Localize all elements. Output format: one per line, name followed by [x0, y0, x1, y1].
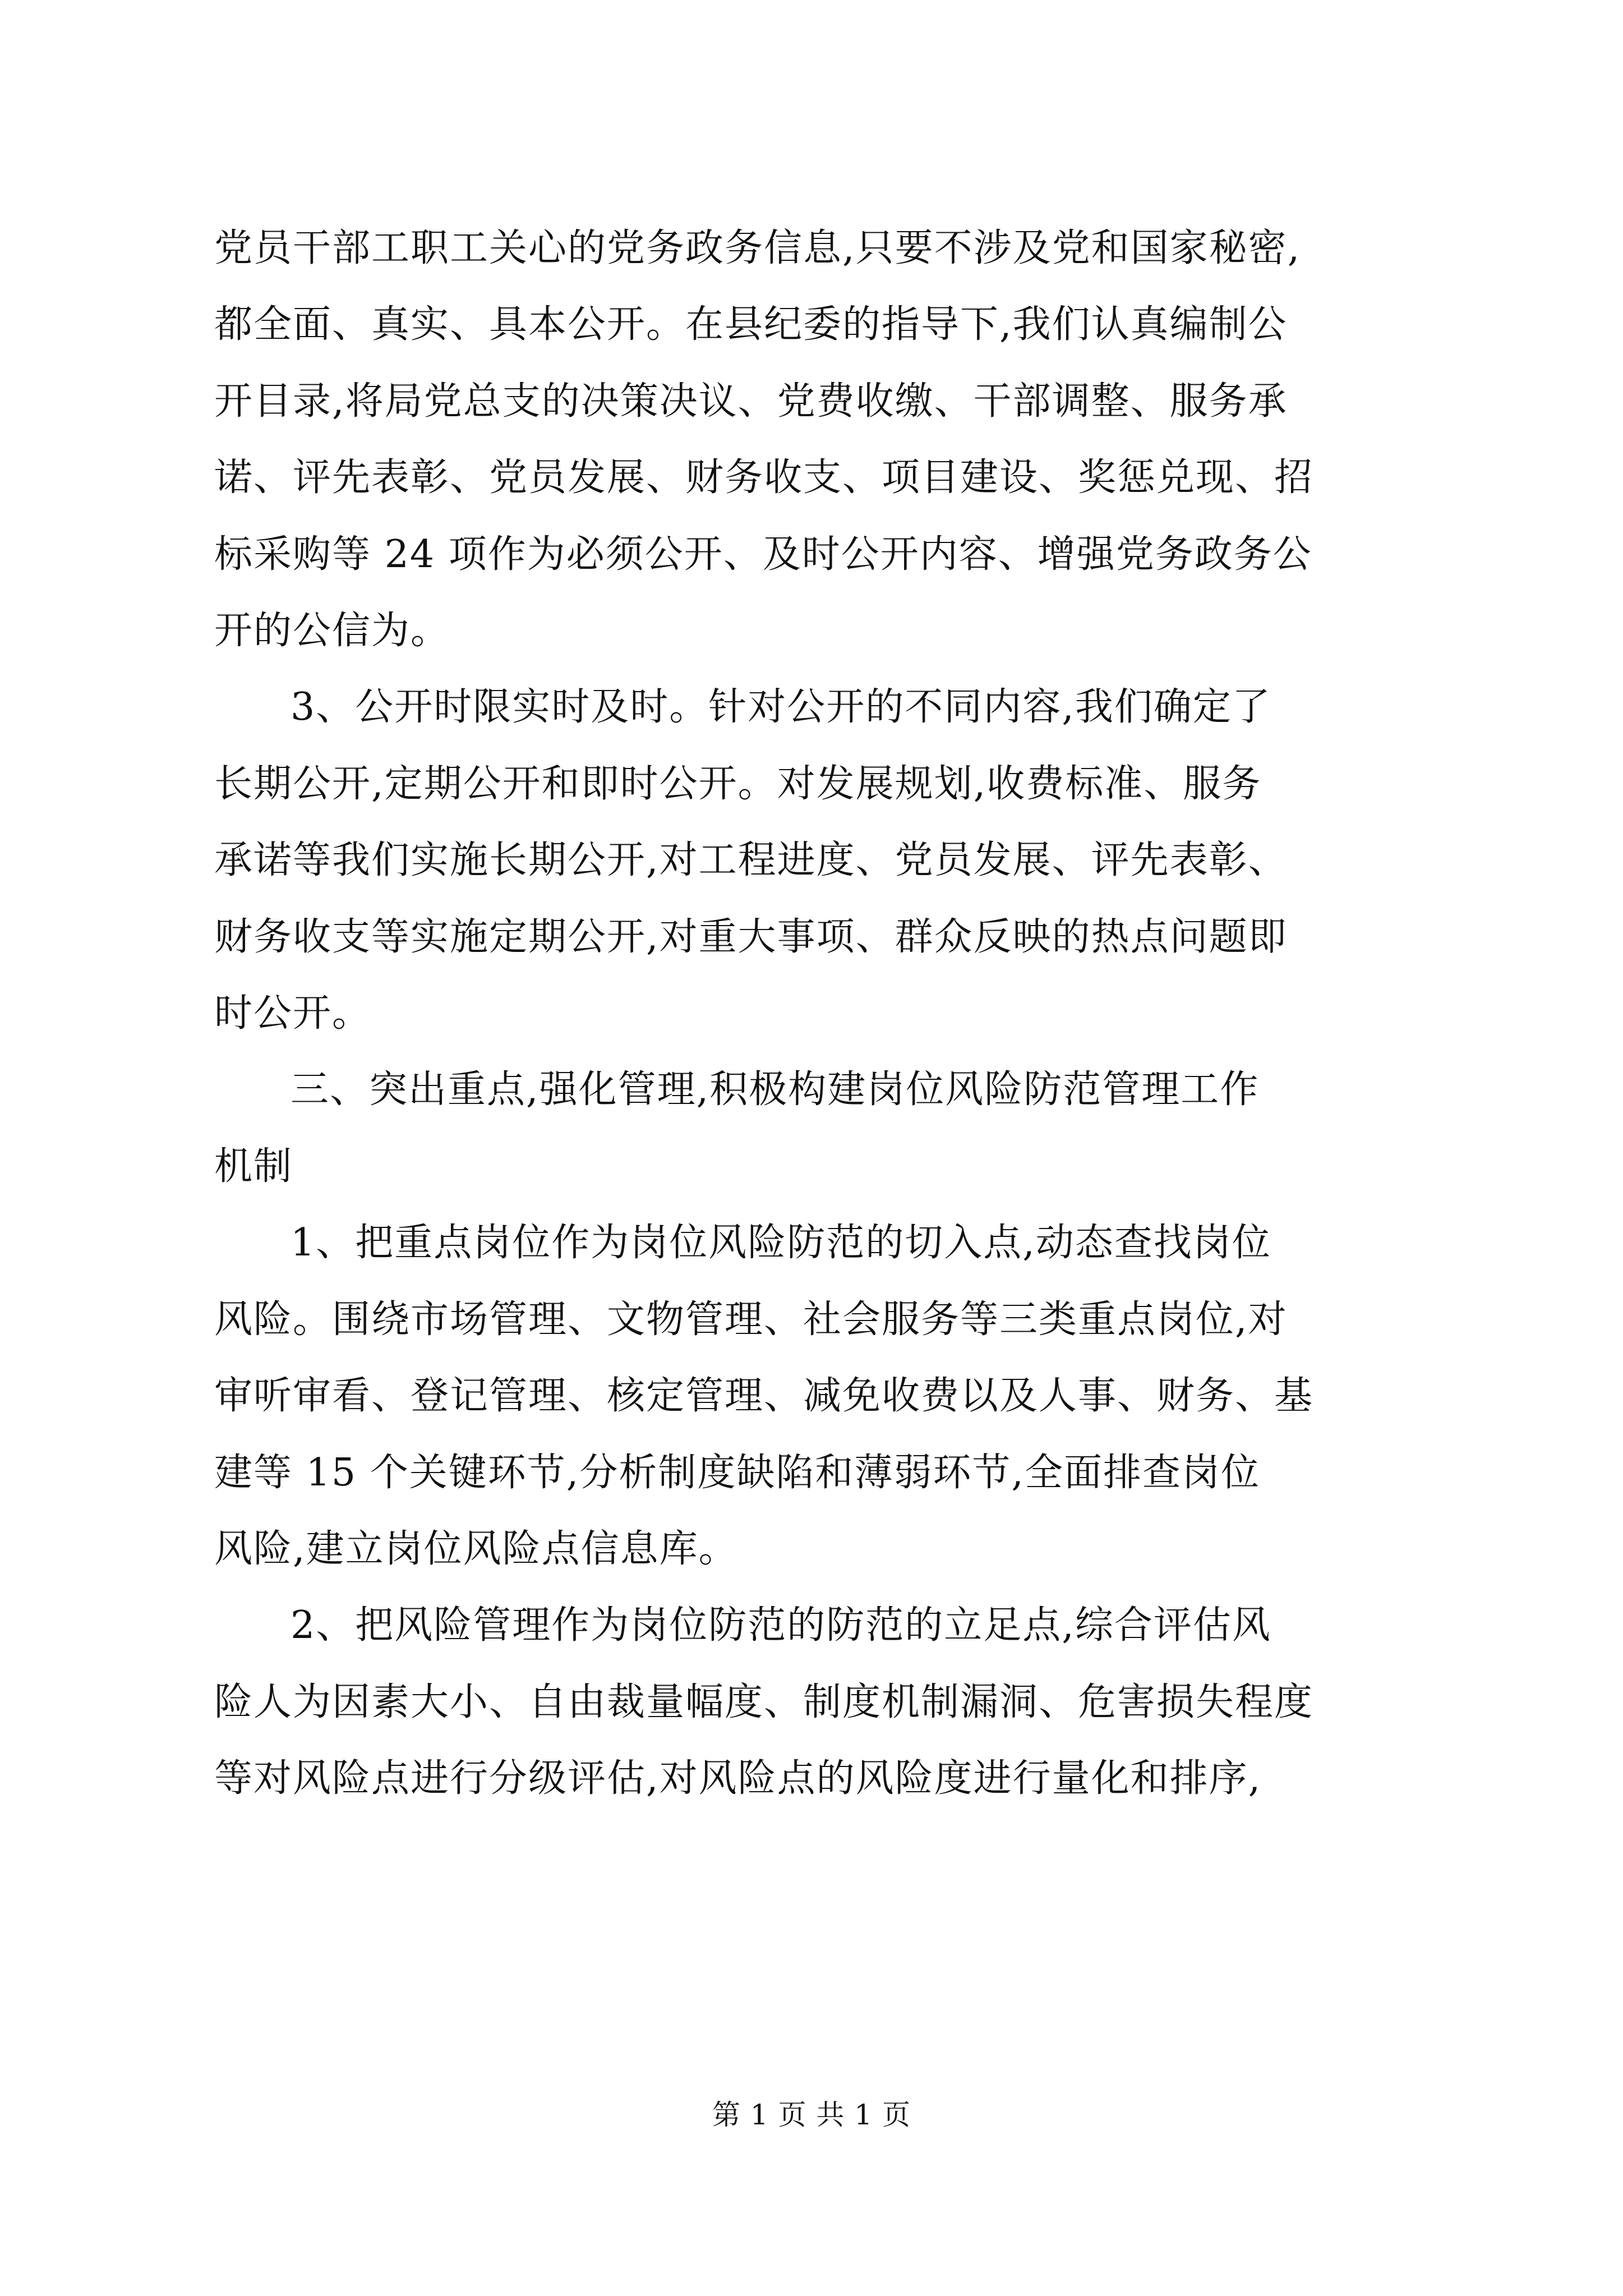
text-line: 2、把风险管理作为岗位防范的防范的立足点,综合评估风 — [291, 1603, 1271, 1648]
text-line: 三、突出重点,强化管理,积极构建岗位风险防范管理工作 — [291, 1068, 1260, 1112]
page-number: 第 1 页 共 1 页 — [712, 2099, 911, 2131]
text-line: 审听审看、登记管理、核定管理、减免收费以及人事、财务、基 — [214, 1374, 1314, 1419]
paragraph-1 — [214, 210, 1414, 669]
text-line: 建等 15 个关键环节,分析制度缺陷和薄弱环节,全面排查岗位 — [214, 1450, 1260, 1495]
text-line: 3、公开时限实时及时。针对公开的不同内容,我们确定了 — [291, 685, 1271, 730]
document-body — [214, 210, 1414, 1818]
text-line: 时公开。 — [214, 991, 372, 1036]
text-line: 标采购等 24 项作为必须公开、及时公开内容、增强党务政务公 — [214, 532, 1312, 577]
section-heading — [214, 1052, 1414, 1205]
text-line: 1、把重点岗位作为岗位风险防范的切入点,动态查找岗位 — [291, 1221, 1271, 1266]
text-line: 财务收支等实施定期公开,对重大事项、群众反映的热点问题即 — [214, 914, 1288, 959]
text-line: 风险。围绕市场管理、文物管理、社会服务等三类重点岗位,对 — [214, 1297, 1288, 1342]
text-line: 机制 — [214, 1144, 293, 1189]
text-line: 诺、评先表彰、党员发展、财务收支、项目建设、奖惩兑现、招 — [214, 455, 1314, 500]
text-line: 风险,建立岗位风险点信息库。 — [214, 1526, 738, 1571]
text-line: 承诺等我们实施长期公开,对工程进度、党员发展、评先表彰、 — [214, 838, 1288, 883]
paragraph-4 — [214, 1205, 1414, 1588]
text-line: 开的公信为。 — [214, 609, 450, 654]
text-line: 开目录,将局党总支的决策决议、党费收缴、干部调整、服务承 — [214, 379, 1288, 424]
paragraph-2 — [214, 669, 1414, 1052]
text-line: 险人为因素大小、自由裁量幅度、制度机制漏洞、危害损失程度 — [214, 1680, 1314, 1724]
text-line: 等对风险点进行分级评估,对风险点的风险度进行量化和排序, — [214, 1756, 1262, 1801]
text-line: 都全面、真实、具本公开。在县纪委的指导下,我们认真编制公 — [214, 302, 1288, 347]
page-footer — [0, 2095, 1623, 2134]
text-line: 长期公开,定期公开和即时公开。对发展规划,收费标准、服务 — [214, 761, 1262, 806]
paragraph-5 — [214, 1588, 1414, 1817]
text-line: 党员干部工职工关心的党务政务信息,只要不涉及党和国家秘密, — [214, 226, 1301, 270]
